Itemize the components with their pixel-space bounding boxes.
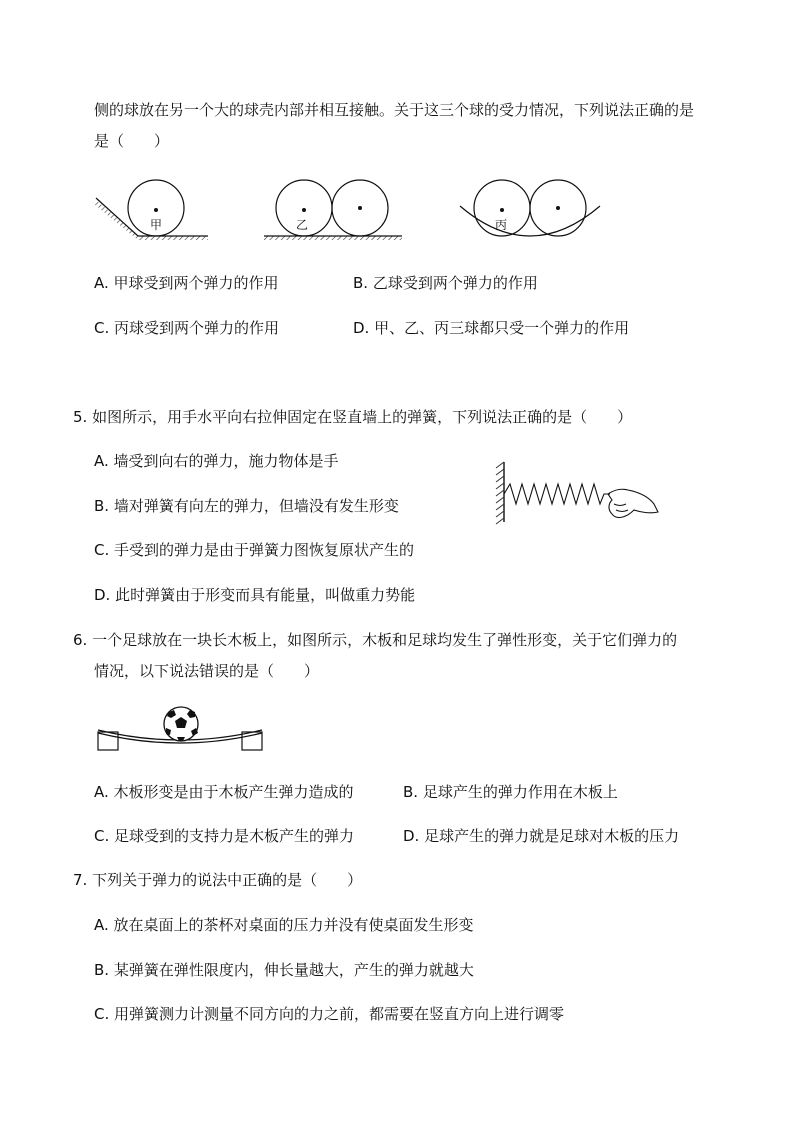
q4-option-c: C. 丙球受到两个弹力的作用 [94, 319, 280, 337]
q7-option-a: A. 放在桌面上的茶杯对桌面的压力并没有使桌面发生形变 [94, 916, 474, 934]
q4-figure [90, 176, 630, 246]
q4-option-a: A. 甲球受到两个弹力的作用 [94, 274, 279, 292]
q6-option-b: B. 足球产生的弹力作用在木板上 [403, 783, 618, 801]
q6-stem-line1: 6. 一个足球放在一块长木板上，如图所示，木板和足球均发生了弹性形变，关于它们弹力的 [73, 631, 678, 649]
q5-stem: 5. 如图所示，用手水平向右拉伸固定在竖直墙上的弹簧，下列说法正确的是（ ） [73, 408, 633, 426]
ball-bing-diagram [460, 180, 600, 236]
q5-option-a: A. 墙受到向右的弹力，施力物体是手 [94, 452, 339, 470]
football-icon [164, 707, 198, 741]
q6-football-figure [94, 704, 266, 754]
q4-option-b: B. 乙球受到两个弹力的作用 [353, 274, 538, 292]
q4-stem-line2: 是（ ） [94, 132, 170, 150]
q5-spring-figure [490, 460, 660, 526]
ball-yi-diagram [264, 180, 402, 240]
q4-option-d: D. 甲、乙、丙三球都只受一个弹力的作用 [353, 319, 630, 337]
ball-jia-diagram [94, 180, 208, 240]
q7-stem: 7. 下列关于弹力的说法中正确的是（ ） [73, 871, 363, 889]
q5-option-d: D. 此时弹簧由于形变而具有能量，叫做重力势能 [94, 586, 416, 604]
label-jia: 甲 [150, 218, 163, 232]
q6-option-c: C. 足球受到的支持力是木板产生的弹力 [94, 827, 355, 845]
q4-stem-line1: 侧的球放在另一个大的球壳内部并相互接触。关于这三个球的受力情况，下列说法正确的是 [94, 101, 695, 119]
q6-stem-line2: 情况，以下说法错误的是（ ） [94, 662, 320, 680]
q7-option-c: C. 用弹簧测力计测量不同方向的力之前，都需要在竖直方向上进行调零 [94, 1005, 565, 1023]
q6-option-d: D. 足球产生的弹力就是足球对木板的压力 [403, 827, 680, 845]
q6-option-a: A. 木板形变是由于木板产生弹力造成的 [94, 783, 354, 801]
q5-option-b: B. 墙对弹簧有向左的弹力，但墙没有发生形变 [94, 497, 399, 515]
label-yi: 乙 [296, 218, 309, 232]
label-bing: 丙 [495, 218, 508, 232]
q7-option-b: B. 某弹簧在弹性限度内，伸长量越大，产生的弹力就越大 [94, 961, 474, 979]
q5-option-c: C. 手受到的弹力是由于弹簧力图恢复原状产生的 [94, 541, 415, 559]
